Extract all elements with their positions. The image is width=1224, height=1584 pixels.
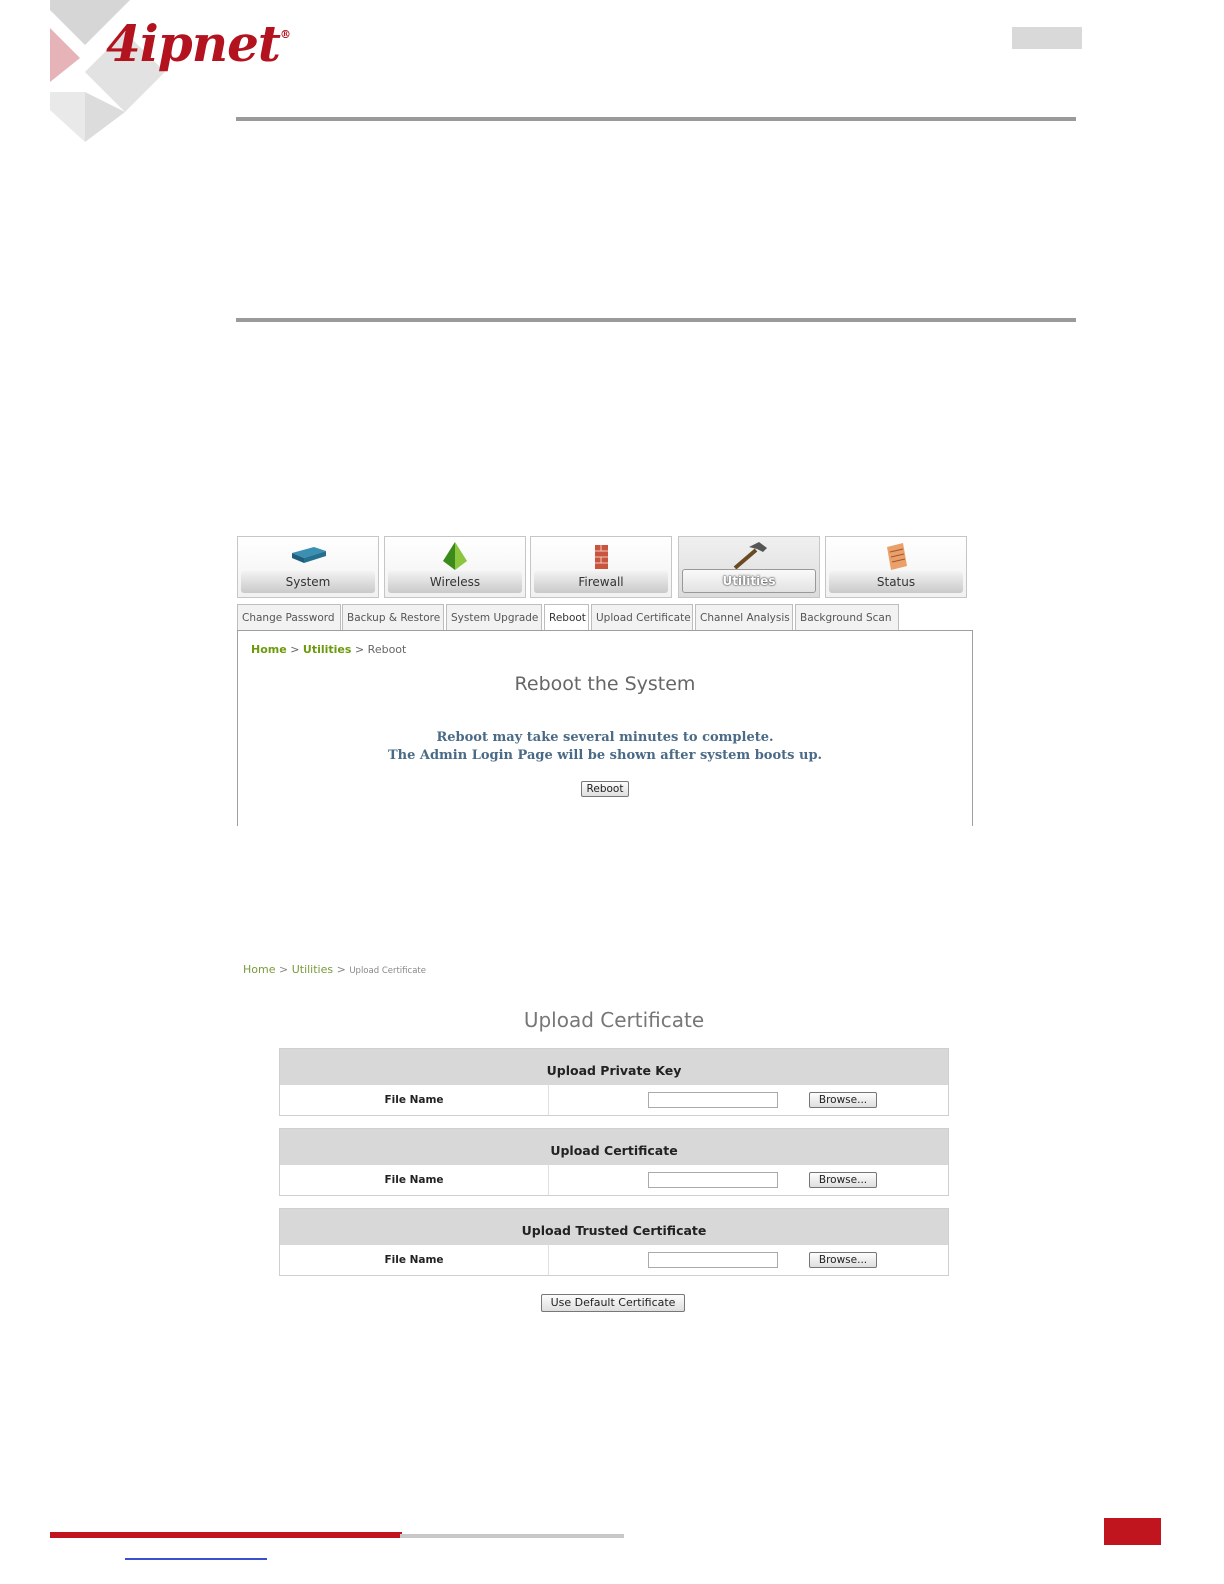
sub-tab-change-password[interactable]: Change Password — [237, 604, 341, 630]
breadcrumb-separator: > — [290, 643, 300, 656]
breadcrumb-utilities-link[interactable]: Utilities — [291, 963, 334, 976]
wireless-pyramid-icon — [435, 541, 475, 571]
sub-tab-backup-restore[interactable]: Backup & Restore — [342, 604, 444, 630]
notepad-icon — [876, 541, 916, 571]
file-name-label: File Name — [280, 1165, 549, 1195]
use-default-certificate-button[interactable]: Use Default Certificate — [541, 1294, 685, 1312]
breadcrumb-separator: > — [278, 963, 289, 976]
breadcrumb-current: Upload Certificate — [349, 966, 426, 976]
upload-page-title: Upload Certificate — [523, 1008, 705, 1032]
breadcrumb-separator: > — [336, 963, 346, 976]
certificate-browse-button[interactable]: Browse... — [809, 1172, 877, 1188]
hammer-icon — [729, 541, 769, 571]
trusted-certificate-browse-button[interactable]: Browse... — [809, 1252, 877, 1268]
footer-red-bar — [50, 1532, 402, 1538]
private-key-browse-button[interactable]: Browse... — [809, 1092, 877, 1108]
file-name-label: File Name — [280, 1085, 549, 1115]
breadcrumb-home-link[interactable]: Home — [243, 963, 276, 976]
upload-private-key-section — [279, 1048, 949, 1116]
section-rule-top — [236, 117, 1076, 121]
upload-breadcrumb — [243, 963, 426, 976]
section-heading: Upload Certificate — [280, 1129, 948, 1165]
breadcrumb-home-link[interactable]: Home — [251, 643, 287, 656]
reboot-panel — [237, 630, 973, 826]
reboot-button[interactable]: Reboot — [581, 781, 629, 797]
company-logo: 4ipnet® — [106, 14, 291, 73]
reboot-message-line-1: Reboot may take several minutes to complete. — [436, 730, 774, 745]
header-tab-marker — [1012, 27, 1082, 49]
main-tab-firewall[interactable] — [530, 536, 672, 598]
sub-tab-system-upgrade[interactable]: System Upgrade — [446, 604, 542, 630]
upload-trusted-certificate-section — [279, 1208, 949, 1276]
reboot-screenshot — [236, 536, 976, 826]
sub-tab-reboot[interactable]: Reboot — [544, 604, 589, 632]
main-tab-label: Wireless — [388, 571, 522, 593]
section-heading: Upload Trusted Certificate — [280, 1209, 948, 1245]
sub-tab-upload-certificate[interactable]: Upload Certificate — [591, 604, 693, 630]
main-tab-label: Firewall — [534, 571, 668, 593]
sub-tab-background-scan[interactable]: Background Scan — [795, 604, 899, 630]
section-heading: Upload Private Key — [280, 1049, 948, 1085]
page-title: Reboot the System — [514, 673, 696, 695]
main-tab-utilities[interactable] — [678, 536, 820, 598]
footer-grey-bar — [400, 1534, 624, 1538]
breadcrumb — [251, 643, 406, 656]
upload-certificate-section — [279, 1128, 949, 1196]
breadcrumb-current: Reboot — [367, 643, 407, 656]
section-rule-bottom — [236, 318, 1076, 322]
main-tab-wireless[interactable] — [384, 536, 526, 598]
footer-link-underline[interactable] — [125, 1558, 267, 1560]
certificate-file-input[interactable] — [648, 1172, 778, 1188]
firewall-icon — [581, 541, 621, 571]
switch-icon — [288, 541, 328, 571]
sub-tab-channel-analysis[interactable]: Channel Analysis — [695, 604, 793, 630]
main-tab-system[interactable] — [237, 536, 379, 598]
private-key-file-input[interactable] — [648, 1092, 778, 1108]
reboot-message-line-2: The Admin Login Page will be shown after system boots up. — [387, 748, 823, 763]
footer-page-block — [1104, 1518, 1161, 1545]
main-tab-label: Status — [829, 571, 963, 593]
sub-tab-bar — [236, 604, 976, 630]
trusted-certificate-file-input[interactable] — [648, 1252, 778, 1268]
main-tab-label: Utilities — [682, 569, 816, 593]
reboot-message — [238, 729, 972, 765]
main-tab-status[interactable] — [825, 536, 967, 598]
breadcrumb-separator: > — [354, 643, 365, 656]
main-tab-label: System — [241, 571, 375, 593]
file-name-label: File Name — [280, 1245, 549, 1275]
breadcrumb-utilities-link[interactable]: Utilities — [302, 643, 352, 656]
